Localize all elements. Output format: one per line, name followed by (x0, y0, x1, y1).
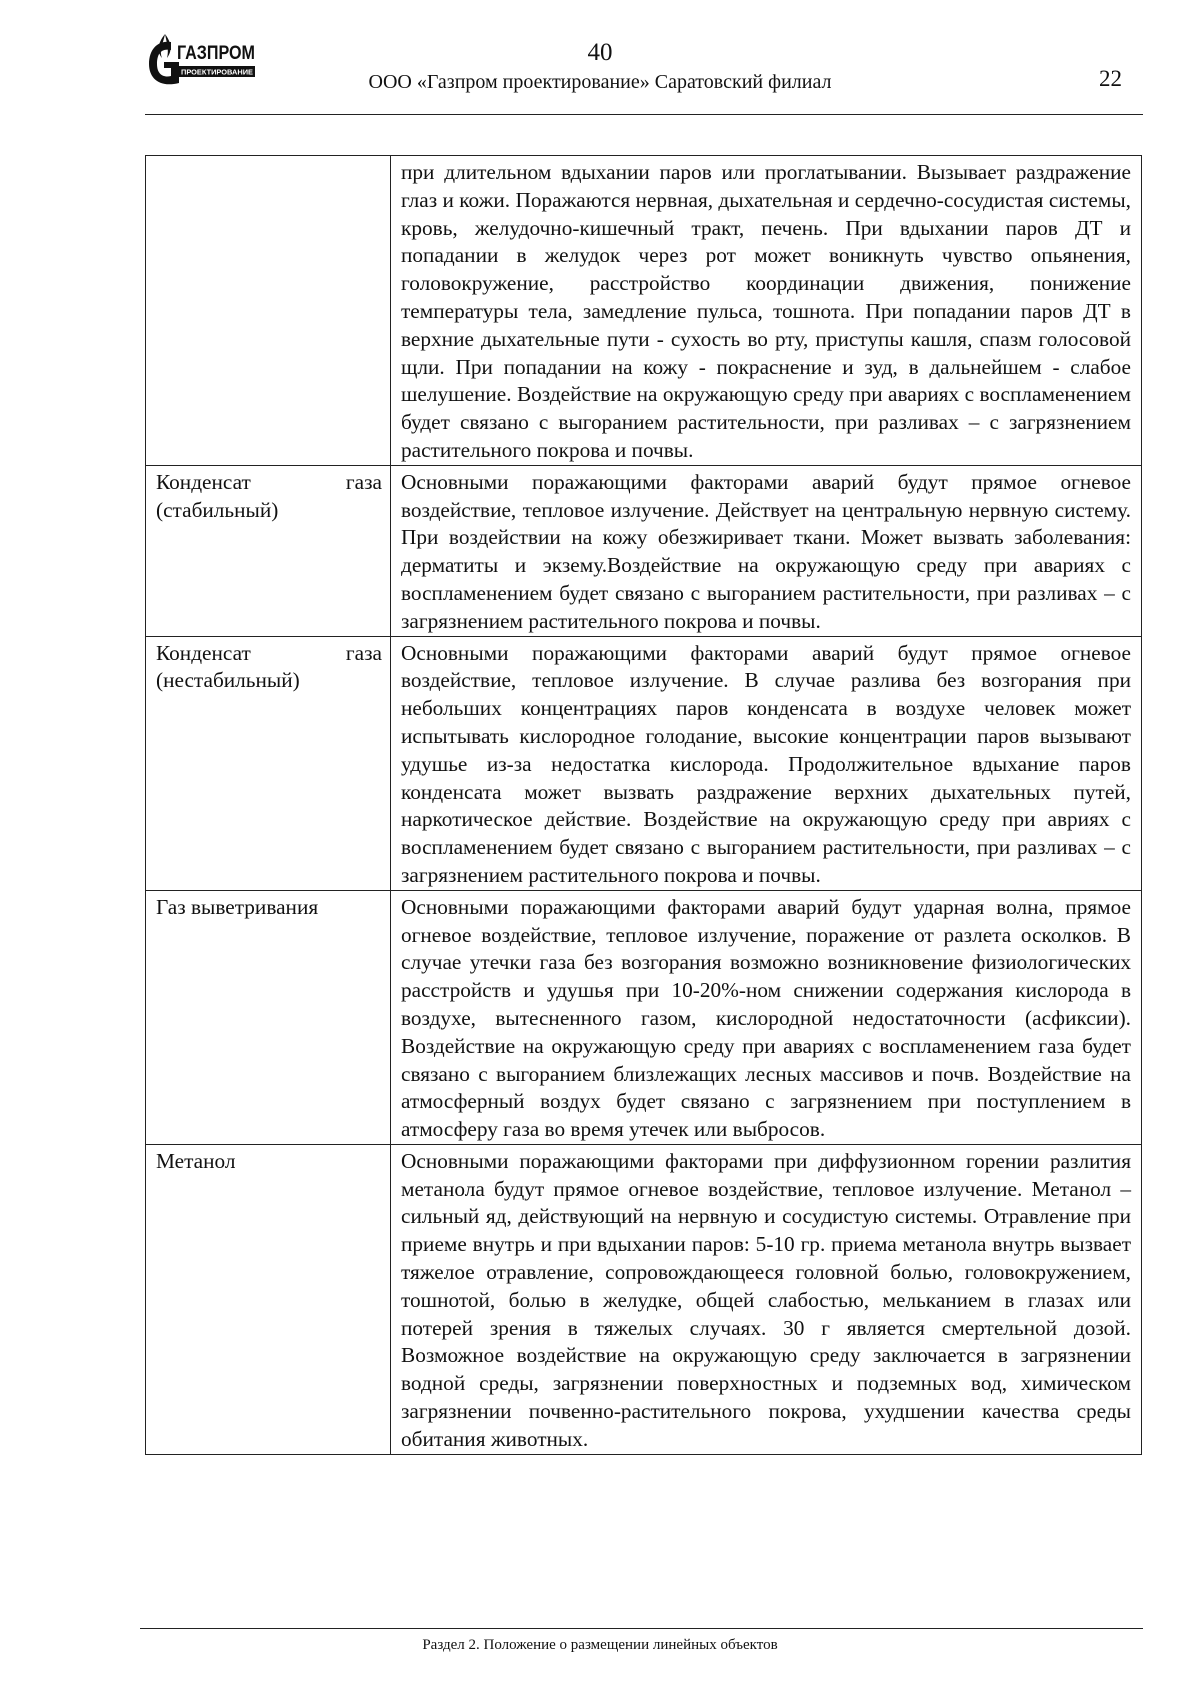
sheet-number: 22 (1099, 66, 1122, 91)
substance-name-cell (146, 465, 391, 636)
hazard-description: Основными поражающими факторами аварий будут прямое огневое воздействие, тепловое излучение. В случае разлива без возгорания при небольших концентрациях паров конденсата в воздухе человек может испытывать кислородное голодание, высокие концентрации паров вызывают удушье из-за недостатка кислорода. Продолжительное вдыхание паров конденсата может вызвать раздражение верхних дыхательных путей, наркотическое действие. Воздействие на окружающую среду при авриях с воспламенением будет связано с выгоранием растительности, при разливах – с загрязнением растительного покрова и почвы. (401, 640, 1131, 887)
substance-name: Газ выветривания (156, 894, 319, 919)
header-divider (145, 114, 1143, 115)
substance-name-cell (146, 156, 391, 466)
table-row (146, 890, 1142, 1144)
substance-name-cell (146, 1144, 391, 1454)
footer-section-title: Раздел 2. Положение о размещении линейных объектов (422, 1637, 778, 1653)
substance-name: Метанол (156, 1148, 236, 1173)
hazard-description-cell (391, 890, 1142, 1144)
hazard-description: Основными поражающими факторами аварий будут ударная волна, прямое огневое воздействие, тепловое излучение, поражение от разлета осколков. В случае утечки газа без возгорания возможно возникновение физиологических расстройств и удушья при 10-20%-ном снижении содержания кислорода в воздухе, вытесненного газом, кислородной недостаточности (асфиксии). Воздействие на окружающую среду при авариях с воспламенением газа будет связано с выгоранием близлежащих лесных массивов и почв. Воздействие на атмосферный воздух будет связано с загрязнением при поступлением в атмосферу газа во время утечек или выбросов. (401, 894, 1131, 1142)
hazard-description-cell (391, 1144, 1142, 1454)
substance-name: Конденсат газа (нестабильный) (156, 640, 382, 693)
hazard-table (145, 155, 1142, 1455)
hazard-description: при длительном вдыхании паров или проглатывании. Вызывает раздражение глаз и кожи. Поражаются нервная, дыхательная и сердечно-сосудистая системы, кровь, желудочно-кишечный тракт, печень. При вдыхании паров ДТ и попадании в желудок через рот может воникнуть чувство опьянения, головокружение, расстройство координации движения, понижение температуры тела, замедление пульса, тошнота. При попадании паров ДТ в верхние дыхательные пути - сухость во рту, приступы кашля, спазм голосовой щли. При попадании на кожу - покраснение и зуд, в дальнейшем - слабое шелушение. Воздействие на окружающую среду при авариях с воспламенением будет связано с выгоранием растительности, при разливах – с загрязнением растительного покрова и почвы. (401, 160, 1131, 462)
table-row (146, 465, 1142, 636)
page-number: 40 (587, 39, 613, 66)
substance-name-cell (146, 890, 391, 1144)
hazard-description: Основными поражающими факторами при диффузионном горении разлития метанола будут прямое огневое воздействие, тепловое излучение. Метанол – сильный яд, действующий на нервную и сосудистую системы. Отравление при приеме внутрь и при вдыхании паров: 5-10 гр. приема метанола внутрь вызвает тяжелое отравление, сопровождающееся головной болью, головокружением, тошнотой, болью в желудке, общей слабостью, мельканием в глазах или потерей зрения в тяжелых случаях. 30 г является смертельной дозой. Возможное воздействие на окружающую среду заключается в загрязнении водной среды, загрязнении поверхностных и подземных вод, химическом загрязнении почвенно-растительного покрова, ухудшении качества среды обитания животных. (401, 1148, 1131, 1451)
svg-text:ГАЗПРОМ: ГАЗПРОМ (177, 43, 255, 64)
substance-name-cell (146, 636, 391, 890)
organization-name: ООО «Газпром проектирование» Саратовский филиал (368, 71, 832, 93)
footer-divider (140, 1628, 1143, 1629)
hazard-description-cell (391, 636, 1142, 890)
table-row (146, 1144, 1142, 1454)
hazard-description: Основными поражающими факторами аварий будут прямое огневое воздействие, тепловое излучение. Действует на центральную нервную систему. При воздействии на кожу обезжиривает ткани. Может вызвать заболевания: дерматиты и экзему.Воздействие на окружающую среду при авариях с воспламенением будет связано с выгоранием растительности, при разливах – с загрязнением растительного покрова и почвы. (401, 469, 1131, 633)
table-row (146, 156, 1142, 466)
hazard-description-cell (391, 465, 1142, 636)
table-row (146, 636, 1142, 890)
hazard-description-cell (391, 156, 1142, 466)
svg-text:ПРОЕКТИРОВАНИЕ: ПРОЕКТИРОВАНИЕ (181, 69, 254, 77)
substance-name: Конденсат газа (стабильный) (156, 469, 382, 522)
